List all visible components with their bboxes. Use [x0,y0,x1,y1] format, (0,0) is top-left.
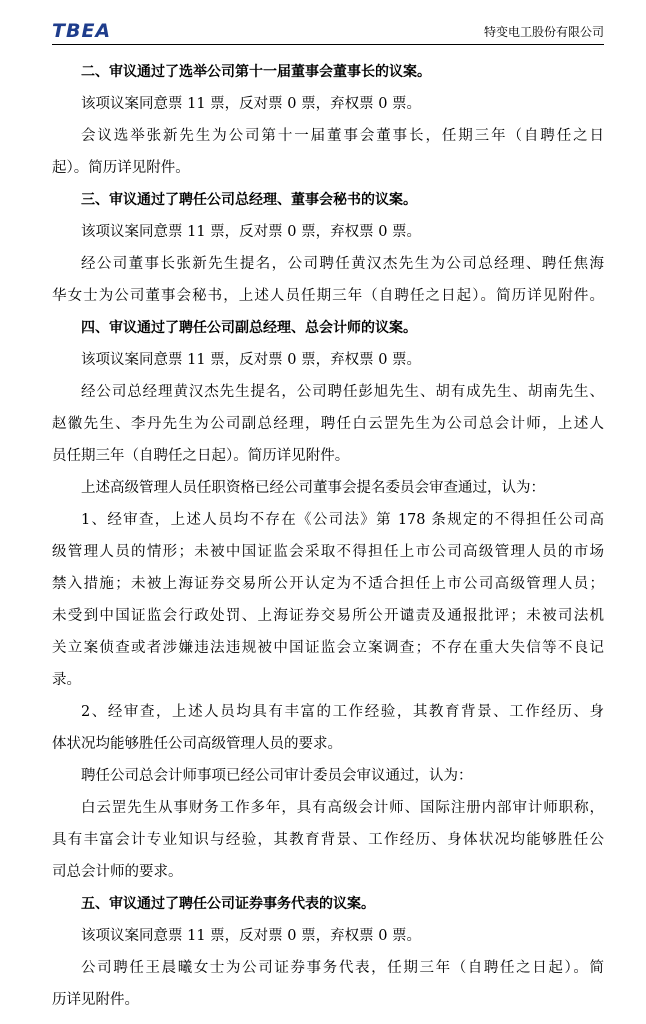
paragraph-line: 历详见附件。 [52,992,139,1008]
paragraph-line: 未受到中国证监会行政处罚、上海证券交易所公开谴责及通报批评；未被司法机 [52,608,604,624]
page-header [52,18,604,45]
paragraph-line: 白云罡先生从事财务工作多年，具有高级会计师、国际注册内部审计师职称， [81,800,604,816]
section-heading-3: 三、审议通过了聘任公司总经理、董事会秘书的议案。 [81,192,417,208]
company-name: 特变电工股份有限公司 [483,25,604,39]
vote-result: 该项议案同意票 11 票，反对票 0 票，弃权票 0 票。 [81,224,422,240]
section-heading-5: 五、审议通过了聘任公司证券事务代表的议案。 [81,896,375,912]
paragraph-line: 体状况均能够胜任公司高级管理人员的要求。 [52,736,342,752]
vote-result: 该项议案同意票 11 票，反对票 0 票，弃权票 0 票。 [81,928,422,944]
paragraph-line: 级管理人员的情形；未被中国证监会采取不得担任上市公司高级管理人员的市场 [52,544,604,560]
vote-result: 该项议案同意票 11 票，反对票 0 票，弃权票 0 票。 [81,96,422,112]
section-heading-2: 二、审议通过了选举公司第十一届董事会董事长的议案。 [81,64,431,80]
paragraph-line: 员任期三年（自聘任之日起）。简历详见附件。 [52,448,350,464]
vote-result: 该项议案同意票 11 票，反对票 0 票，弃权票 0 票。 [81,352,422,368]
paragraph-line: 经公司总经理黄汉杰先生提名，公司聘任彭旭先生、胡有成先生、胡南先生、 [81,384,604,400]
paragraph-line: 2、经审查，上述人员均具有丰富的工作经验，其教育背景、工作经历、身 [81,704,604,720]
paragraph-line: 聘任公司总会计师事项已经公司审计委员会审议通过，认为： [81,768,473,784]
section-heading-4: 四、审议通过了聘任公司副总经理、总会计师的议案。 [81,320,417,336]
paragraph-line: 禁入措施；未被上海证券交易所公开认定为不适合担任上市公司高级管理人员； [52,576,604,592]
paragraph-line: 会议选举张新先生为公司第十一届董事会董事长，任期三年（自聘任之日 [81,128,604,144]
paragraph-line: 关立案侦查或者涉嫌违法违规被中国证监会立案调查；不存在重大失信等不良记 [52,640,604,656]
paragraph-line: 赵徽先生、李丹先生为公司副总经理，聘任白云罡先生为公司总会计师，上述人 [52,416,604,432]
paragraph-line: 公司聘任王晨曦女士为公司证券事务代表，任期三年（自聘任之日起）。简 [81,960,604,976]
paragraph-line: 起）。简历详见附件。 [52,160,190,176]
company-logo: TBEA [52,20,112,42]
paragraph-line: 具有丰富会计专业知识与经验，其教育背景、工作经历、身体状况均能够胜任公 [52,832,604,848]
paragraph-line: 华女士为公司董事会秘书，上述人员任期三年（自聘任之日起）。简历详见附件。 [52,288,604,304]
paragraph-line: 经公司董事长张新先生提名，公司聘任黄汉杰先生为公司总经理、聘任焦海 [81,256,604,272]
paragraph-line: 1、经审查，上述人员均不存在《公司法》第 178 条规定的不得担任公司高 [81,512,604,528]
paragraph-line: 录。 [52,672,81,688]
paragraph-line: 上述高级管理人员任职资格已经公司董事会提名委员会审查通过，认为： [81,480,545,496]
paragraph-line: 司总会计师的要求。 [52,864,183,880]
